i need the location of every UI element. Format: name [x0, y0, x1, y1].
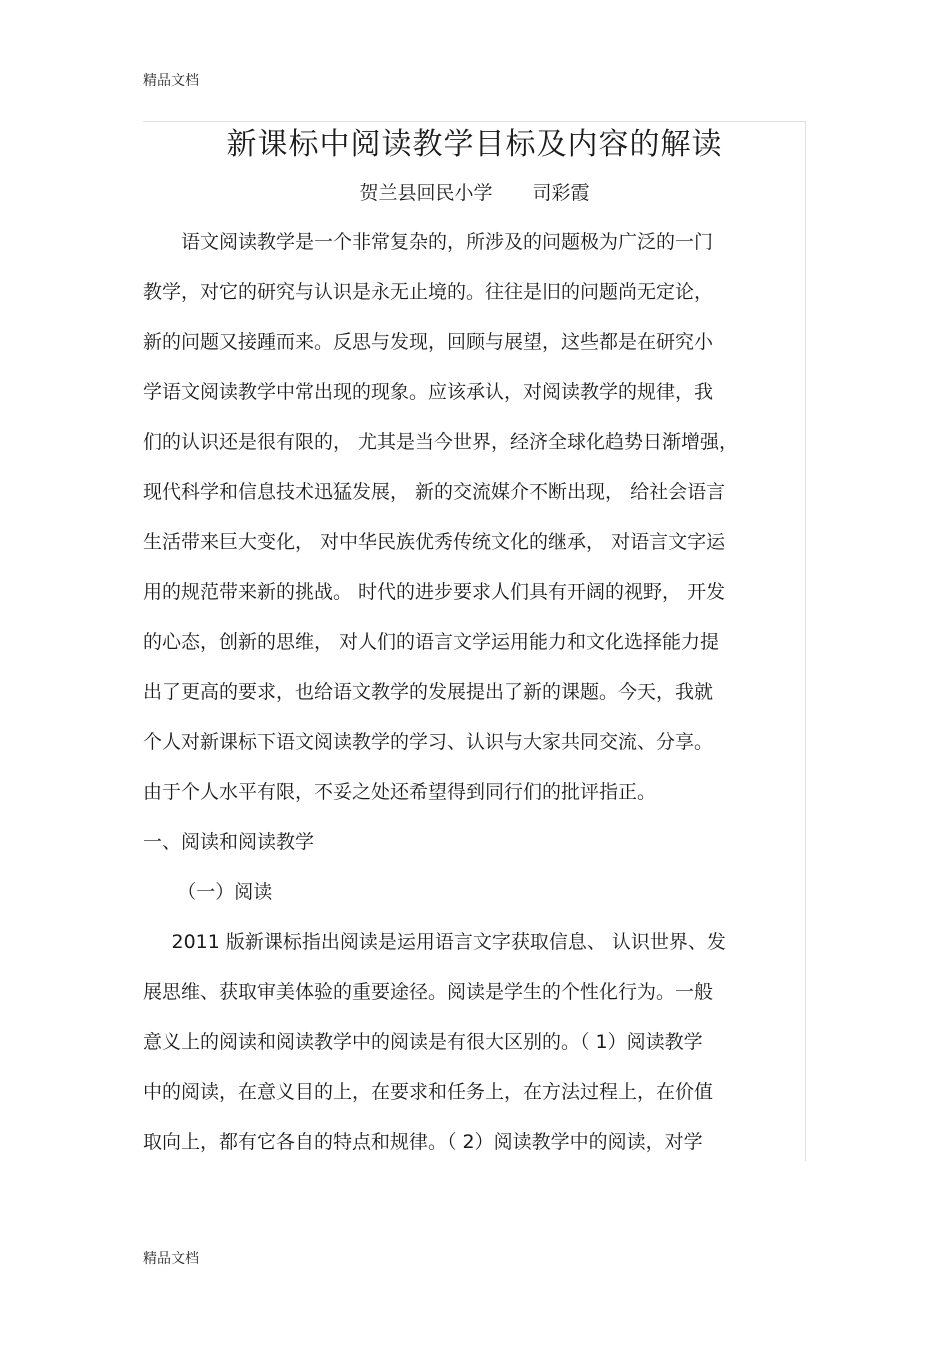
body-line: 语文阅读教学是一个非常复杂的，所涉及的问题极为广泛的一门	[181, 231, 714, 253]
body-line: 学语文阅读教学中常出现的现象。应该承认，对阅读教学的规律，我	[143, 381, 714, 403]
body-line: 个人对新课标下语文阅读教学的学习、认识与大家共同交流、分享。	[143, 731, 714, 753]
body-line: 展思维、获取审美体验的重要途径。阅读是学生的个性化行为。一般	[143, 981, 714, 1003]
affiliation: 贺兰县回民小学	[359, 182, 493, 204]
document-title: 新课标中阅读教学目标及内容的解读	[226, 127, 723, 162]
body-line: 一、阅读和阅读教学	[143, 831, 315, 853]
body-line: 出了更高的要求，也给语文教学的发展提出了新的课题。今天，我就	[143, 681, 714, 703]
body-line: 现代科学和信息技术迅猛发展， 新的交流媒介不断出现， 给社会语言	[143, 481, 726, 503]
body-line: 用的规范带来新的挑战。 时代的进步要求人们具有开阔的视野， 开发	[143, 581, 726, 603]
body-line: 由于个人水平有限，不妥之处还希望得到同行们的批评指正。	[143, 781, 657, 803]
body-line: 生活带来巨大变化， 对中华民族优秀传统文化的继承， 对语言文字运	[143, 531, 726, 553]
body-line: 的心态，创新的思维， 对人们的语言文学运用能力和文化选择能力提	[143, 631, 720, 653]
body-line: （一）阅读	[177, 881, 273, 903]
running-footer: 精品文档	[143, 1251, 199, 1267]
body-line: 取向上，都有它各自的特点和规律。（ 2）阅读教学中的阅读，对学	[143, 1131, 703, 1153]
author-name: 司彩霞	[532, 182, 590, 204]
body-line: 意义上的阅读和阅读教学中的阅读是有很大区别的。（ 1）阅读教学	[143, 1031, 703, 1053]
running-header: 精品文档	[143, 73, 199, 89]
body-line: 教学，对它的研究与认识是永无止境的。往往是旧的问题尚无定论，	[143, 281, 714, 303]
body-line: 新的问题又接踵而来。反思与发现，回顾与展望，这些都是在研究小	[143, 331, 714, 353]
body-line: 2011 版新课标指出阅读是运用语言文字获取信息、 认识世界、发	[171, 931, 726, 953]
byline	[143, 178, 806, 208]
body-line: 中的阅读，在意义目的上，在要求和任务上，在方法过程上，在价值	[143, 1081, 714, 1103]
body-line: 们的认识还是很有限的， 尤其是当今世界，经济全球化趋势日渐增强，	[143, 431, 739, 453]
